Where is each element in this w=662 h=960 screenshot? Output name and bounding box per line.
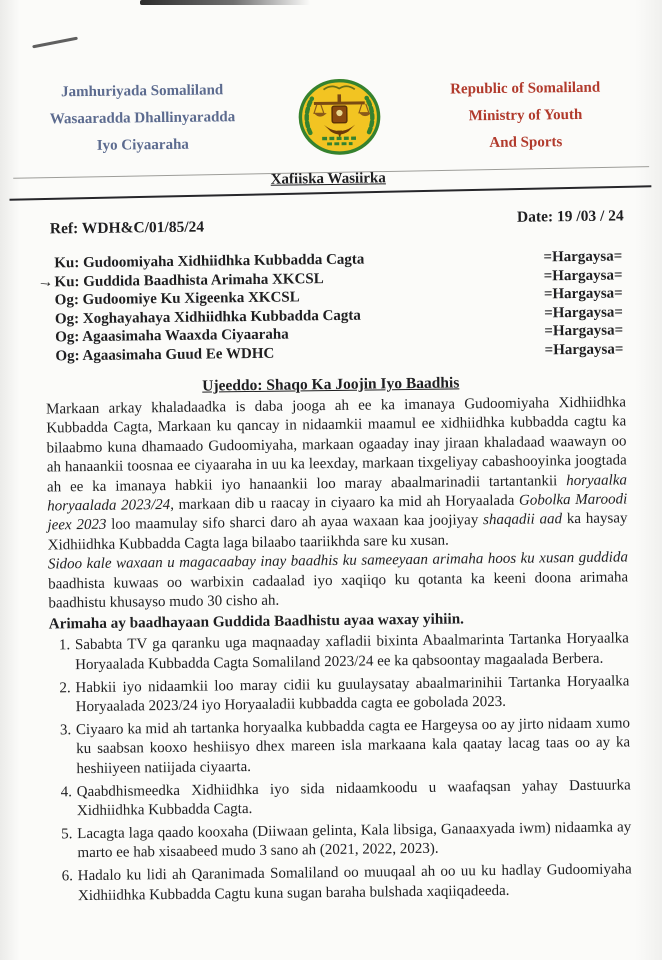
recipient-place: =Hargaysa= bbox=[544, 303, 624, 321]
reference-row bbox=[49, 207, 624, 238]
letterhead-english bbox=[430, 72, 621, 157]
recipient-label: Ku: Guddida Baadhista Arimaha XKCSL bbox=[54, 270, 324, 290]
office-title: Xafiiska Wasiirka bbox=[270, 170, 386, 188]
letterhead bbox=[0, 72, 659, 163]
recipient-label: Og: Agaasimaha Waaxda Ciyaaraha bbox=[55, 326, 289, 346]
somaliland-coat-of-arms-icon bbox=[295, 75, 384, 158]
letterhead-english-line1: Republic of Somaliland bbox=[450, 79, 601, 98]
list-item: 6. Hadalo ku lidi ah Qaranimada Somaliland oo muuqaal ah oo uu ku hadlay Gudoomiyaha Xidhiidhka Kubbadda Cagtu kuna sugan baraha bulshada xaqiiqadeeda. bbox=[77, 860, 632, 906]
investigation-items bbox=[49, 630, 632, 907]
list-item: 2. Habkii iyo nidaamkii loo maray cidii ku guulaysatay abaalmarinihii Tartanka Horyaalka Horyaalada 2023/24 iyo Horyaaladii kubbadda cagta ee gobolada 2023. bbox=[74, 672, 629, 718]
list-item: 4. Qaabdhismeedka Xidhiidhka iyo sida nidaamkoodu u waafaqsan yahay Dastuurka Xidhiidhka Kubbadda Cagta. bbox=[76, 776, 631, 822]
recipient-place: =Hargaysa= bbox=[543, 248, 623, 266]
recipient-label: Ku: Gudoomiyaha Xidhiidhka Kubbadda Cagta bbox=[54, 251, 365, 272]
handwritten-arrow-icon: → bbox=[36, 272, 55, 291]
recipient-label: Og: Xoghayahaya Xidhiidhka Kubbadda Cagta bbox=[54, 307, 361, 327]
recipient-place: =Hargaysa= bbox=[544, 322, 624, 340]
letterhead-somali bbox=[36, 77, 249, 161]
letterhead-somali-line3: Iyo Ciyaaraha bbox=[96, 136, 189, 154]
recipient-label: Og: Agaasimaha Guud Ee WDHC bbox=[55, 345, 275, 364]
recipient-list bbox=[36, 247, 624, 365]
recipient-label: Og: Gudoomiye Ku Xigeenka XKCSL bbox=[54, 289, 300, 309]
subject-line: Ujeeddo: Shaqo Ka Joojin Iyo Baadhis bbox=[202, 374, 460, 395]
body-paragraph-2: Sidoo kale waxaan u magacaabay inay baadhis ku sameeyaan arimaha hoos ku xusan guddida baadhista kuwaas oo warbixin cadaalad iyo xaqiiqo ku qotanta ka keeni doona arimaha baadhistu khusayso mudo 30 cisho ah. bbox=[47, 549, 629, 612]
list-item: 1. Sababta TV ga qaranku uga maqnaaday xafladii bixinta Abaalmarinta Tartanka Horyaalka Horyaalada Kubbadda Cagta Somaliland 2023/24 ee ka qabsoontay magaalada Berbera. bbox=[74, 630, 629, 676]
letter-date: Date: 19 /03 / 24 bbox=[516, 207, 624, 226]
letterhead-somali-line2: Wasaaradda Dhallinyaradda bbox=[49, 109, 236, 128]
recipient-place: =Hargaysa= bbox=[543, 266, 623, 284]
recipient-place: =Hargaysa= bbox=[544, 340, 624, 358]
emblem-container bbox=[248, 75, 431, 159]
list-item: 5. Lacagta laga qaado kooxaha (Diiwaan gelinta, Kala libsiga, Ganaaxyada iwm) nidaamka ay marto ee hab xisaabeed mudo 3 sano ah (2021, 2022, 2023). bbox=[76, 818, 631, 864]
letterhead-english-line3: And Sports bbox=[489, 134, 563, 152]
letterhead-english-line2: Ministry of Youth bbox=[468, 106, 583, 125]
investigation-list-heading: Arimaha ay baadhayaan Guddida Baadhistu ayaa waxay yihiin. bbox=[48, 610, 465, 633]
reference-number: Ref: WDH&C/01/85/24 bbox=[49, 218, 205, 238]
header-rules bbox=[0, 161, 660, 209]
body-paragraph-1: Markaan arkay khaladaadka is daba jooga ah ee ka imanaya Gudoomiyaha Xidhiidhka Kubbadda Cagta, Markaan ku qancay in nidaamkii maamul ee xidhiidhka kubbadda cagtu ka bilaabmo kuna dhamaado Gudoomiyaha, markaan ogaaday inay jiraan khaladaad waawayn oo ah hanaankii toosnaa ee ciyaaraha in uu ka leexday, markaan tixgeliyay cabashooyinka joogtada ah ee ka imanaya habkii iyo hanaankii loo maray abaalmarinadii tartantankii horyaalka horyaalada 2023/24, markaan dib u raacay in ciyaaro ka mid ah Horyaalada Gobolka Maroodi jeex 2023 loo maamulay sifo sharci daro ah ayaa waxaan kaa joojiyay shaqadii aad ka haysay Xidhiidhka Kubbadda Cagta laga bilaabo taariikhda sare ku xusan. bbox=[45, 394, 628, 554]
list-item: 3. Ciyaaro ka mid ah tartanka horyaalka kubbadda cagta ee Hargeysa oo ay jirto nidaam xumo ku saabsan kooxo heshiisyo dhex mareen isla markaana kala qaatay lacag taas oo ay ka heshiiyeen natiijada ciyaarta. bbox=[75, 714, 631, 780]
recipient-place: =Hargaysa= bbox=[543, 285, 623, 303]
letterhead-somali-line1: Jamhuriyada Somaliland bbox=[61, 82, 224, 101]
